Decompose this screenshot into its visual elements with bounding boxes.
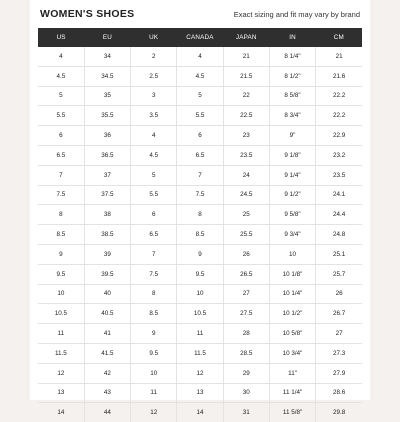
table-cell-us: 14 xyxy=(38,403,84,422)
column-header-in: IN xyxy=(269,28,315,47)
table-cell-in: 9 1/4" xyxy=(269,165,315,185)
table-cell-us: 10.5 xyxy=(38,304,84,324)
table-cell-canada: 6 xyxy=(177,126,223,146)
table-cell-in: 11" xyxy=(269,363,315,383)
table-cell-japan: 23.5 xyxy=(223,145,269,165)
table-row xyxy=(38,126,362,146)
table-cell-cm: 26 xyxy=(316,284,362,304)
table-cell-in: 10 1/2" xyxy=(269,304,315,324)
table-cell-uk: 4.5 xyxy=(131,145,177,165)
table-cell-us: 11 xyxy=(38,324,84,344)
table-cell-cm: 27.3 xyxy=(316,343,362,363)
table-cell-japan: 24.5 xyxy=(223,185,269,205)
table-cell-us: 7 xyxy=(38,165,84,185)
table-cell-in: 9 1/8" xyxy=(269,145,315,165)
table-cell-japan: 28 xyxy=(223,324,269,344)
table-row xyxy=(38,106,362,126)
table-cell-uk: 6.5 xyxy=(131,225,177,245)
table-row xyxy=(38,47,362,66)
table-cell-uk: 3 xyxy=(131,86,177,106)
table-cell-cm: 29.8 xyxy=(332,409,346,417)
table-cell-eu: 38 xyxy=(84,205,130,225)
table-cell-eu: 44 xyxy=(84,403,130,422)
table-cell-eu: 41 xyxy=(84,324,130,344)
table-cell-in: 10 xyxy=(269,244,315,264)
table-cell-cm: 28.6 xyxy=(316,383,362,403)
table-row xyxy=(38,343,362,363)
table-row xyxy=(38,324,362,344)
table-cell-japan: 27 xyxy=(223,284,269,304)
table-cell-japan: 30 xyxy=(223,383,269,403)
table-cell-in: 10 5/8" xyxy=(269,324,315,344)
table-cell-cm: 23.2 xyxy=(316,145,362,165)
table-cell-canada: 11 xyxy=(177,324,223,344)
table-cell-uk: 10 xyxy=(131,363,177,383)
table-cell-cm: 21 xyxy=(316,47,362,66)
table-cell-uk: 4 xyxy=(131,126,177,146)
table-cell-japan: 27.5 xyxy=(223,304,269,324)
table-cell-us: 6 xyxy=(38,126,84,146)
table-cell-us: 7.5 xyxy=(38,185,84,205)
table-row xyxy=(38,284,362,304)
table-cell-us: 4.5 xyxy=(38,66,84,86)
table-cell-in: 11 5/8" xyxy=(269,403,315,422)
table-cell-cm: 24.8 xyxy=(316,225,362,245)
table-cell-us: 9 xyxy=(38,244,84,264)
table-body xyxy=(38,47,362,422)
table-cell-uk: 5.5 xyxy=(131,185,177,205)
table-cell-eu: 35 xyxy=(84,86,130,106)
table-cell-japan: 25 xyxy=(223,205,269,225)
table-cell-in: 9 3/4" xyxy=(269,225,315,245)
size-chart-card xyxy=(30,0,370,417)
size-chart-header xyxy=(38,0,362,28)
table-cell-cm: 22.2 xyxy=(316,106,362,126)
table-cell-uk: 8 xyxy=(131,284,177,304)
table-cell-uk: 12 xyxy=(131,403,177,422)
table-cell-us: 5 xyxy=(38,86,84,106)
table-cell-cm: 21.6 xyxy=(316,66,362,86)
table-cell-in: 8 5/8" xyxy=(269,86,315,106)
table-cell-uk: 9.5 xyxy=(131,343,177,363)
table-row xyxy=(38,244,362,264)
table-cell-in: 9 5/8" xyxy=(269,205,315,225)
table-cell-japan: 21.5 xyxy=(223,66,269,86)
table-cell-us: 9.5 xyxy=(38,264,84,284)
table-cell-us: 13 xyxy=(38,383,84,403)
table-cell-japan: 26.5 xyxy=(223,264,269,284)
table-cell-canada: 12 xyxy=(177,363,223,383)
table-cell-japan: 28.5 xyxy=(223,343,269,363)
table-cell-cm: 27.9 xyxy=(316,363,362,383)
table-cell-uk: 2.5 xyxy=(131,66,177,86)
table-cell-us: 10 xyxy=(38,284,84,304)
table-row xyxy=(38,264,362,284)
table-cell-cm: 26.7 xyxy=(316,304,362,324)
table-cell-canada: 7.5 xyxy=(177,185,223,205)
column-header-japan: JAPAN xyxy=(223,28,269,47)
table-cell-cm: 25.1 xyxy=(316,244,362,264)
table-row xyxy=(38,205,362,225)
table-cell-eu: 38.5 xyxy=(84,225,130,245)
table-cell-in: 8 3/4" xyxy=(269,106,315,126)
table-cell-japan: 22 xyxy=(223,86,269,106)
table-cell-eu: 34 xyxy=(84,47,130,66)
column-header-cm: CM xyxy=(316,28,362,47)
table-row xyxy=(38,185,362,205)
sizing-note: Exact sizing and fit may vary by brand xyxy=(233,10,360,19)
table-cell-canada: 5.5 xyxy=(177,106,223,126)
table-cell-eu: 39.5 xyxy=(84,264,130,284)
table-cell-in: 11 1/4" xyxy=(269,383,315,403)
column-header-us: US xyxy=(38,28,84,47)
table-cell-canada: 11.5 xyxy=(177,343,223,363)
table-cell-japan: 26 xyxy=(223,244,269,264)
table-cell-uk: 8.5 xyxy=(131,304,177,324)
table-cell-in: 10 1/8" xyxy=(269,264,315,284)
column-header-eu: EU xyxy=(84,28,130,47)
table-cell-canada: 8.5 xyxy=(177,225,223,245)
table-cell-eu: 34.5 xyxy=(84,66,130,86)
table-row xyxy=(38,225,362,245)
table-cell-eu: 37.5 xyxy=(84,185,130,205)
table-cell-canada: 14 xyxy=(177,403,223,422)
column-header-uk: UK xyxy=(131,28,177,47)
table-cell-japan: 21 xyxy=(223,47,269,66)
table-cell-us: 5.5 xyxy=(38,106,84,126)
table-cell-japan: 29 xyxy=(223,363,269,383)
table-cell-cm: 23.5 xyxy=(316,165,362,185)
table-cell-canada: 5 xyxy=(177,86,223,106)
table-cell-japan: 24 xyxy=(223,165,269,185)
table-cell-canada: 9.5 xyxy=(177,264,223,284)
table-cell-canada: 7 xyxy=(177,165,223,185)
table-row xyxy=(38,86,362,106)
table-cell-canada: 6.5 xyxy=(177,145,223,165)
table-cell-canada: 10 xyxy=(177,284,223,304)
table-cell-eu: 39 xyxy=(84,244,130,264)
table-cell-eu: 35.5 xyxy=(84,106,130,126)
table-cell-cm: 27 xyxy=(316,324,362,344)
table-cell-eu: 41.5 xyxy=(84,343,130,363)
table-cell-uk: 9 xyxy=(131,324,177,344)
size-conversion-table xyxy=(38,28,362,422)
table-cell-japan: 23 xyxy=(223,126,269,146)
table-cell-canada: 9 xyxy=(177,244,223,264)
table-cell-japan: 25.5 xyxy=(223,225,269,245)
table-cell-uk: 2 xyxy=(131,47,177,66)
table-cell-us: 4 xyxy=(38,47,84,66)
table-cell-eu: 36.5 xyxy=(84,145,130,165)
table-cell-canada: 4 xyxy=(177,47,223,66)
table-cell-us: 6.5 xyxy=(38,145,84,165)
table-cell-eu: 42 xyxy=(84,363,130,383)
table-cell-cm: 24.4 xyxy=(316,205,362,225)
table-cell-uk: 7 xyxy=(131,244,177,264)
table-cell-in: 8 1/4" xyxy=(269,47,315,66)
table-cell-eu: 40 xyxy=(84,284,130,304)
table-row xyxy=(38,363,362,383)
table-cell-uk: 11 xyxy=(131,383,177,403)
table-cell-eu: 40.5 xyxy=(84,304,130,324)
table-cell-canada: 8 xyxy=(177,205,223,225)
table-cell-uk: 3.5 xyxy=(131,106,177,126)
table-cell-cm: 22.2 xyxy=(316,86,362,106)
table-cell-us: 11.5 xyxy=(38,343,84,363)
table-cell-canada: 4.5 xyxy=(177,66,223,86)
table-cell-eu: 37 xyxy=(84,165,130,185)
table-cell-japan: 22.5 xyxy=(223,106,269,126)
table-header-row xyxy=(38,28,362,47)
table-row xyxy=(38,403,362,422)
table-cell-us: 12 xyxy=(38,363,84,383)
table-cell-in: 9" xyxy=(269,126,315,146)
table-cell-canada: 10.5 xyxy=(177,304,223,324)
page-title: WOMEN'S SHOES xyxy=(40,8,135,20)
table-row xyxy=(38,304,362,324)
table-cell-uk: 5 xyxy=(131,165,177,185)
table-row xyxy=(38,145,362,165)
table-cell-cm: 24.1 xyxy=(316,185,362,205)
table-cell-canada: 13 xyxy=(177,383,223,403)
table-cell-in: 8 1/2" xyxy=(269,66,315,86)
table-cell-in: 10 3/4" xyxy=(269,343,315,363)
table-cell-us: 8 xyxy=(38,205,84,225)
table-cell-eu: 36 xyxy=(84,126,130,146)
table-cell-eu: 43 xyxy=(84,383,130,403)
table-cell-in: 10 1/4" xyxy=(269,284,315,304)
table-cell-in: 9 1/2" xyxy=(269,185,315,205)
table-cell-uk: 7.5 xyxy=(131,264,177,284)
table-row xyxy=(38,165,362,185)
table-cell-japan: 31 xyxy=(223,403,269,422)
table-cell-uk: 6 xyxy=(131,205,177,225)
table-cell-cm: 25.7 xyxy=(316,264,362,284)
table-row xyxy=(38,66,362,86)
table-cell-us: 8.5 xyxy=(38,225,84,245)
table-cell-cm: 22.9 xyxy=(316,126,362,146)
column-header-canada: CANADA xyxy=(177,28,223,47)
